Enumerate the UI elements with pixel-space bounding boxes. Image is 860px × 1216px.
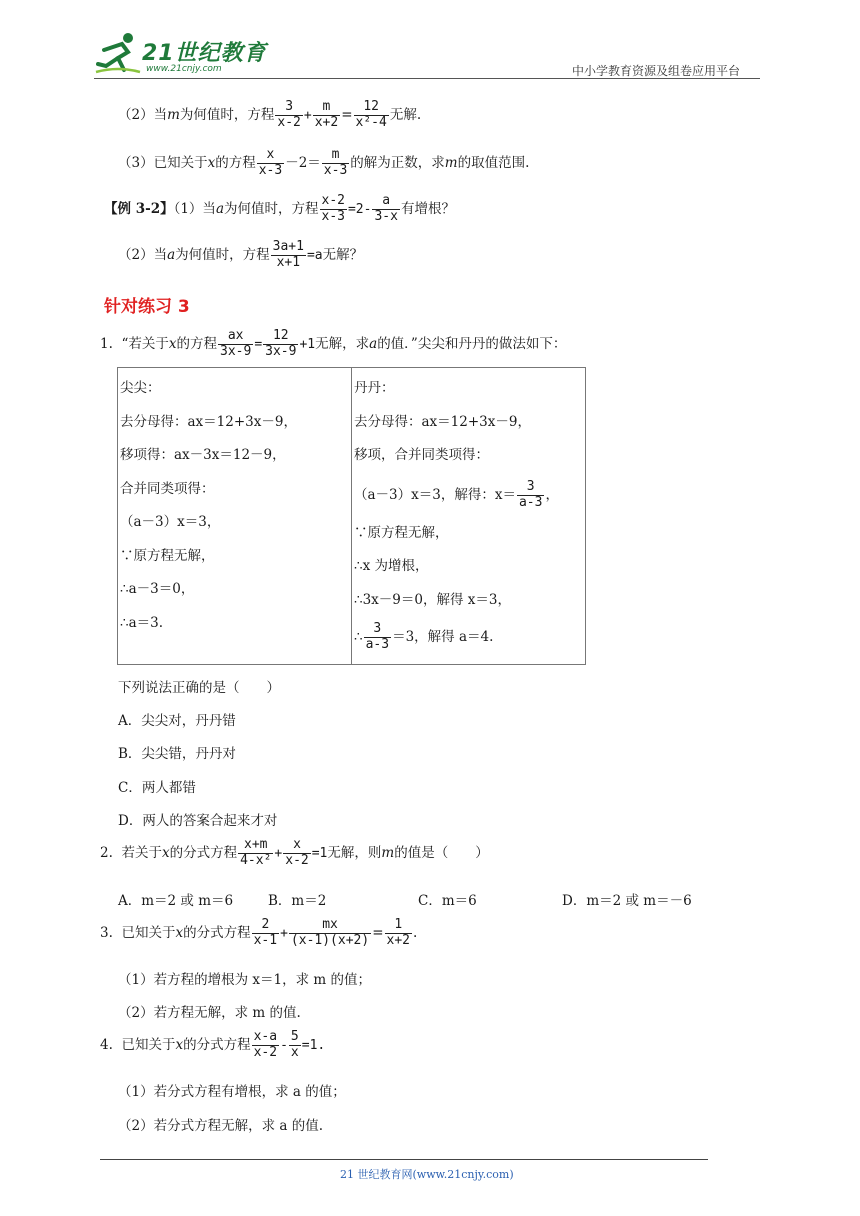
question-4-stem: 4. 已知关于x的分式方程 $\frac{x-a}{x-2}$ - $\frac{5}{x}$ =1. bbox=[100, 1029, 326, 1060]
q2-option-d[interactable]: D．m＝2 或 m＝－6 bbox=[562, 893, 692, 909]
logo-text: 21世纪教育 bbox=[142, 41, 267, 66]
solution-line: ∴3x－9＝0，解得 x＝3， bbox=[354, 591, 511, 608]
fraction: $\frac{a}{3-x}$ bbox=[374, 193, 398, 224]
runner-logo-icon bbox=[94, 30, 142, 76]
jianjian-solution bbox=[118, 368, 352, 665]
example-label: 【例 3-2】 bbox=[104, 200, 174, 217]
fraction: $\frac{12}{\text{x²-4}}$ bbox=[355, 99, 387, 130]
question-3-sub2: （2）若方程无解，求 m 的值. bbox=[118, 1005, 301, 1021]
fraction: $\frac{x-2}{x-3}$ bbox=[321, 193, 345, 224]
footer-rule bbox=[100, 1159, 708, 1160]
header-rule bbox=[94, 78, 760, 79]
option-b[interactable]: B．尖尖错，丹丹对 bbox=[118, 746, 236, 762]
solution-line: ∵原方程无解， bbox=[354, 524, 449, 541]
option-a[interactable]: A．尖尖对，丹丹错 bbox=[118, 713, 236, 729]
q2-option-b[interactable]: B．m＝2 bbox=[268, 893, 327, 909]
question-1-prompt: 下列说法正确的是（ ） bbox=[118, 680, 280, 696]
logo bbox=[94, 30, 267, 78]
solution-line: ∴x 为增根， bbox=[354, 558, 429, 574]
fraction: $\frac{m}{x-3}$ bbox=[323, 147, 348, 178]
fraction: $\frac{3a+1}{x+1}$ bbox=[272, 239, 304, 270]
question-2-stem: 2. 若关于x的分式方程 $\frac{x+m}{\text{4-x²}}$ + $\frac{x}{x-2}$ =1无解，则m的值是（ ） bbox=[100, 837, 489, 868]
dandan-solution bbox=[352, 368, 586, 665]
q2-option-c[interactable]: C．m＝6 bbox=[418, 893, 477, 909]
solution-line: ∵原方程无解， bbox=[120, 547, 215, 564]
example-3-2-q1: 【例 3-2】（1）当a为何值时，方程 $\frac{x-2}{x-3}$ =2- $\frac{a}{3-x}$ 有增根？ bbox=[104, 193, 455, 224]
solution-line: ∴a＝3. bbox=[120, 614, 164, 631]
solution-comparison-table bbox=[117, 367, 586, 665]
fraction: $\frac{1}{x+2}$ bbox=[386, 917, 410, 948]
fraction: $\frac{x-a}{x-2}$ bbox=[253, 1029, 278, 1060]
fraction: $\frac{3}{x-2}$ bbox=[277, 99, 301, 130]
problem-2: （2）当m为何值时，方程 $\frac{3}{x-2}$ + $\frac{m}{x+2}$ = $\frac{12}{\text{x²-4}}$ 无解. bbox=[118, 99, 422, 130]
solution-line: 合并同类项得： bbox=[120, 480, 215, 497]
fraction: $\frac{ax}{3x-9}$ bbox=[220, 328, 252, 359]
solution-line: （a－3）x＝3，解得：x＝ $\frac{3}{a-3}$ ， bbox=[354, 478, 559, 510]
example-3-2-q2: （2）当a为何值时，方程 $\frac{3a+1}{x+1}$ =a无解？ bbox=[118, 239, 364, 270]
logo-url: www.21cnjy.com bbox=[146, 64, 222, 74]
solution-line: 丹丹： bbox=[354, 380, 395, 396]
fraction: $\frac{3}{a-3}$ bbox=[365, 621, 390, 652]
solution-line: 去分母得：ax＝12+3x－9， bbox=[120, 413, 297, 430]
footer-text: 21 世纪教育网(www.21cnjy.com) bbox=[340, 1168, 514, 1181]
header-right-title: 中小学教育资源及组卷应用平台 bbox=[572, 64, 741, 78]
fraction: $\frac{3}{a-3}$ bbox=[518, 478, 543, 510]
q2-option-a[interactable]: A．m＝2 或 m＝6 bbox=[118, 893, 234, 909]
section-title: 针对练习 3 bbox=[104, 297, 190, 317]
solution-line: ∴ $\frac{3}{a-3}$ ＝3，解得 a＝4. bbox=[354, 621, 494, 652]
solution-line: 去分母得：ax＝12+3x－9， bbox=[354, 413, 531, 430]
solution-line: （a－3）x＝3， bbox=[120, 514, 221, 530]
problem-3: （3）已知关于x的方程 $\frac{x}{x-3}$ －2＝ $\frac{m}{x-3}$ 的解为正数，求m的取值范围. bbox=[118, 147, 530, 178]
question-4-sub2: （2）若分式方程无解，求 a 的值. bbox=[118, 1118, 324, 1134]
fraction: $\frac{x}{x-2}$ bbox=[285, 837, 309, 868]
fraction: $\frac{2}{x-1}$ bbox=[253, 917, 278, 948]
fraction: $\frac{5}{x}$ bbox=[290, 1029, 299, 1060]
option-d[interactable]: D．两人的答案合起来才对 bbox=[118, 813, 278, 829]
option-c[interactable]: C．两人都错 bbox=[118, 780, 196, 796]
fraction: $\frac{m}{x+2}$ bbox=[314, 99, 339, 130]
question-3-stem: 3. 已知关于x的分式方程 $\frac{2}{x-1}$ + $\frac{mx}{(x-1)(x+2)}$ = $\frac{1}{x+2}$ . bbox=[100, 917, 418, 948]
fraction: $\frac{x}{x-3}$ bbox=[258, 147, 283, 178]
fraction: $\frac{12}{3x-9}$ bbox=[265, 328, 297, 359]
question-3-sub1: （1）若方程的增根为 x＝1，求 m 的值； bbox=[118, 972, 371, 988]
solution-line: 移项，合并同类项得： bbox=[354, 447, 489, 463]
solution-line: 移项得：ax－3x＝12－9， bbox=[120, 447, 286, 463]
solution-line: ∴a－3＝0， bbox=[120, 581, 195, 597]
fraction: $\frac{mx}{(x-1)(x+2)}$ bbox=[290, 917, 370, 948]
fraction: $\frac{x+m}{\text{4-x²}}$ bbox=[240, 837, 272, 868]
solution-line: 尖尖： bbox=[120, 380, 161, 396]
question-4-sub1: （1）若分式方程有增根，求 a 的值； bbox=[118, 1084, 346, 1100]
question-1-stem: 1. “若关于x的方程 $\frac{ax}{3x-9}$ = $\frac{12}{3x-9}$ +1无解，求a的值．”尖尖和丹丹的做法如下： bbox=[100, 328, 567, 359]
